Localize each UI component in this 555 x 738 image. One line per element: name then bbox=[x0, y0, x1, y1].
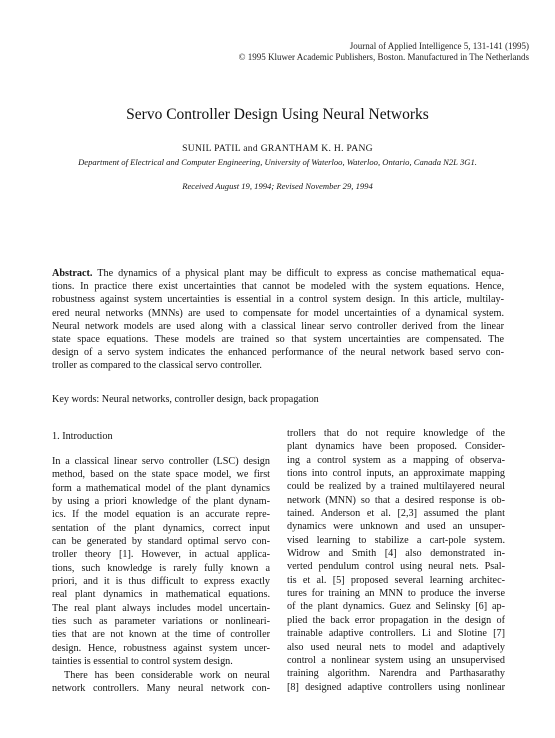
body-line: trollers that do not require knowledge of the bbox=[287, 428, 505, 439]
keywords: Key words: Neural networks, controller design, back propagation bbox=[52, 394, 319, 405]
body-line: [8] designed adaptive controllers using nonlinear bbox=[287, 681, 505, 693]
body-line: troller theory [1]. However, in actual applica- bbox=[52, 549, 270, 561]
abstract-line: Neural network models are used along with a classical linear servo controller derived from the linear bbox=[52, 320, 504, 332]
body-line: also used neural nets to model and adaptively bbox=[287, 641, 505, 653]
body-line: can be generated by standard optimal servo con- bbox=[52, 536, 270, 548]
body-line: control a nonlinear system using an unsupervised bbox=[287, 654, 505, 666]
abstract-line: state space equations. These models are trained so that system uncertainties are compensated. The bbox=[52, 334, 504, 346]
abstract bbox=[52, 267, 504, 373]
body-line: could be realized by a trained multilayered neural bbox=[287, 481, 505, 493]
body-line: dynamics were unknown and used an unsuper- bbox=[287, 521, 505, 533]
body-line: tainties is essential to control system design. bbox=[52, 656, 233, 668]
body-line: tions into control inputs, an approximate mapping bbox=[287, 468, 505, 480]
body-line: sentation of the plant dynamics, correct input bbox=[52, 522, 270, 534]
journal-citation: Journal of Applied Intelligence 5, 131-141 (1995) bbox=[349, 41, 529, 51]
body-line: Widrow and Smith [4] also demonstrated in- bbox=[287, 548, 505, 560]
body-line: trainable adaptive controllers. Li and Slotine [7] bbox=[287, 628, 505, 640]
left-column bbox=[52, 427, 270, 695]
body-line: There has been considerable work on neural bbox=[64, 669, 270, 681]
body-line: tions, such knowledge is rarely fully known a bbox=[52, 562, 270, 574]
paper-title: Servo Controller Design Using Neural Networks bbox=[126, 106, 429, 123]
body-line: ties such as parameter variations or nonlineari- bbox=[52, 616, 270, 628]
authors: SUNIL PATIL and GRANTHAM K. H. PANG bbox=[182, 143, 373, 154]
body-line: tis et al. [5] proposed several learning architec- bbox=[287, 574, 505, 586]
body-line: real plant dynamics in mathematical equations. bbox=[52, 589, 270, 601]
body-line: vised learning to stabilize a cart-pole system. bbox=[287, 534, 505, 546]
abstract-line: ered neural networks (MNNs) are used to compensate for model uncertainties of a dynamical system. bbox=[52, 307, 504, 319]
body-line: plant dynamics have been proposed. Consider- bbox=[287, 441, 505, 453]
body-line: design. Hence, robustness against system uncer- bbox=[52, 642, 270, 654]
abstract-line: tions. In practice there exist uncertainties that cannot be modeled with the system equations. Hence, bbox=[52, 281, 504, 293]
affiliation: Department of Electrical and Computer Engineering, University of Waterloo, Waterloo, Ontario, Canada N2L 3G1. bbox=[78, 157, 477, 167]
abstract-line: robustness against system uncertainties is essential in a control system design. In this article, multilay- bbox=[52, 294, 504, 306]
body-line: network (MNN) so that a desired response is ob- bbox=[287, 494, 505, 506]
body-line: priori, and it is thus difficult to express exactly bbox=[52, 576, 270, 588]
body-line: form a mathematical model of the plant dynamics bbox=[52, 482, 270, 494]
abstract-line: design of a servo system indicates the enhanced performance of the neural network based servo con- bbox=[52, 347, 504, 359]
body-line: plied the back error propagation in the design of bbox=[287, 614, 505, 626]
body-line: of the plant dynamics. Guez and Selinsky [6] ap- bbox=[287, 601, 505, 613]
body-line: verted pendulum control using neural nets. Psal- bbox=[287, 561, 505, 573]
body-line: network controllers. Many neural network con- bbox=[52, 682, 270, 694]
body-line: tained. Anderson et al. [2,3] assumed the plant bbox=[287, 508, 505, 520]
body-line: The real plant always includes model uncertain- bbox=[52, 602, 270, 614]
body-line: ics. If the model equation is an accurate repre- bbox=[52, 509, 270, 521]
received-dates: Received August 19, 1994; Revised November 29, 1994 bbox=[182, 181, 373, 191]
abstract-line: troller as compared to the classical servo controller. bbox=[52, 360, 262, 372]
body-line: ties that are not known at the time of controller bbox=[52, 629, 270, 641]
publisher-notice: © 1995 Kluwer Academic Publishers, Boston. Manufactured in The Netherlands bbox=[238, 52, 529, 62]
body-line: In a classical linear servo controller (LSC) design bbox=[52, 456, 270, 467]
abstract-label: Abstract. bbox=[52, 268, 93, 279]
right-column bbox=[287, 427, 505, 694]
body-line: method, based on the state space model, we first bbox=[52, 469, 270, 481]
body-line: training algorithm. Narendra and Parthasarathy bbox=[287, 668, 505, 680]
section-heading: 1. Introduction bbox=[52, 431, 113, 442]
body-line: ing a control system as a mapping of observa- bbox=[287, 454, 505, 466]
abstract-line: Abstract. The dynamics of a physical plant may be difficult to express as concise mathematical equa- bbox=[52, 268, 504, 279]
body-line: tures for training an MNN to produce the inverse bbox=[287, 588, 505, 600]
body-line: by using a priori knowledge of the plant dynam- bbox=[52, 496, 270, 508]
journal-header bbox=[209, 41, 529, 63]
